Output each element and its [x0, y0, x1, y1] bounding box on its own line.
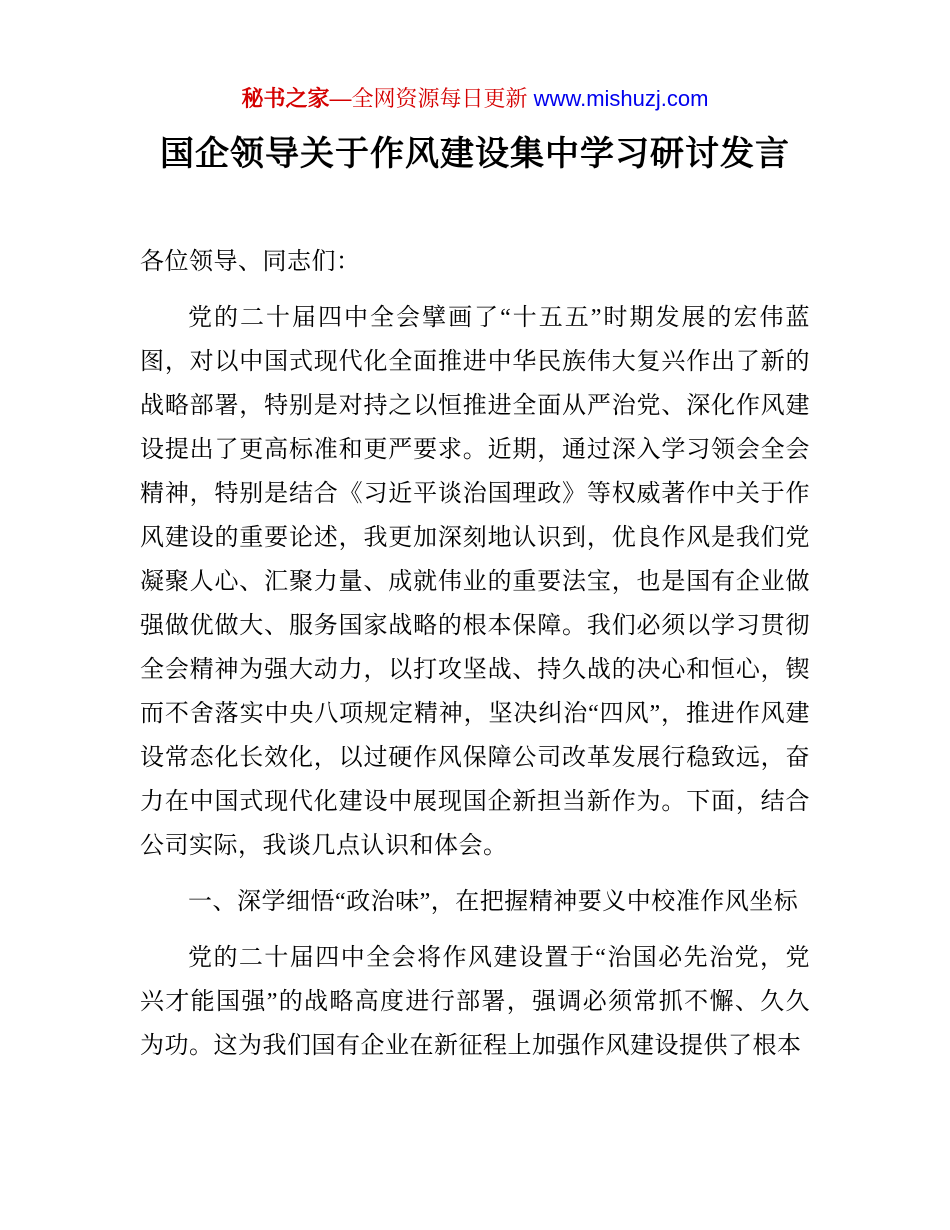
salutation-paragraph: 各位领导、同志们：: [140, 249, 361, 275]
site-brand: 秘书之家: [241, 86, 330, 111]
document-title: 国企领导关于作风建设集中学习研讨发言: [160, 135, 790, 173]
body-paragraph: 党的二十届四中全会将作风建设置于“治国必先治党，党兴才能国强”的战略高度进行部署，强调必须常抓不懈、久久为功。这为我们国有企业在新征程上加强作风建设提供了根本: [140, 945, 810, 1059]
site-url-link[interactable]: www.mishuzj.com: [533, 86, 709, 111]
site-tagline: —全网资源每日更新: [329, 86, 534, 111]
section-heading: 一、深学细悟“政治味”，在把握精神要义中校准作风坐标: [188, 889, 799, 915]
site-header: [140, 84, 810, 114]
body-paragraph: 党的二十届四中全会擘画了“十五五”时期发展的宏伟蓝图，对以中国式现代化全面推进中华民族伟大复兴作出了新的战略部署，特别是对持之以恒推进全面从严治党、深化作风建设提出了更高标准和更严要求。近期，通过深入学习领会全会精神，特别是结合《习近平谈治国理政》等权威著作中关于作风建设的重要论述，我更加深刻地认识到，优良作风是我们党凝聚人心、汇聚力量、成就伟业的重要法宝，也是国有企业做强做优做大、服务国家战略的根本保障。我们必须以学习贯彻全会精神为强大动力，以打攻坚战、持久战的决心和恒心，锲而不舍落实中央八项规定精神，坚决纠治“四风”，推进作风建设常态化长效化，以过硬作风保障公司改革发展行稳致远，奋力在中国式现代化建设中展现国企新担当新作为。下面，结合公司实际，我谈几点认识和体会。: [140, 305, 810, 859]
